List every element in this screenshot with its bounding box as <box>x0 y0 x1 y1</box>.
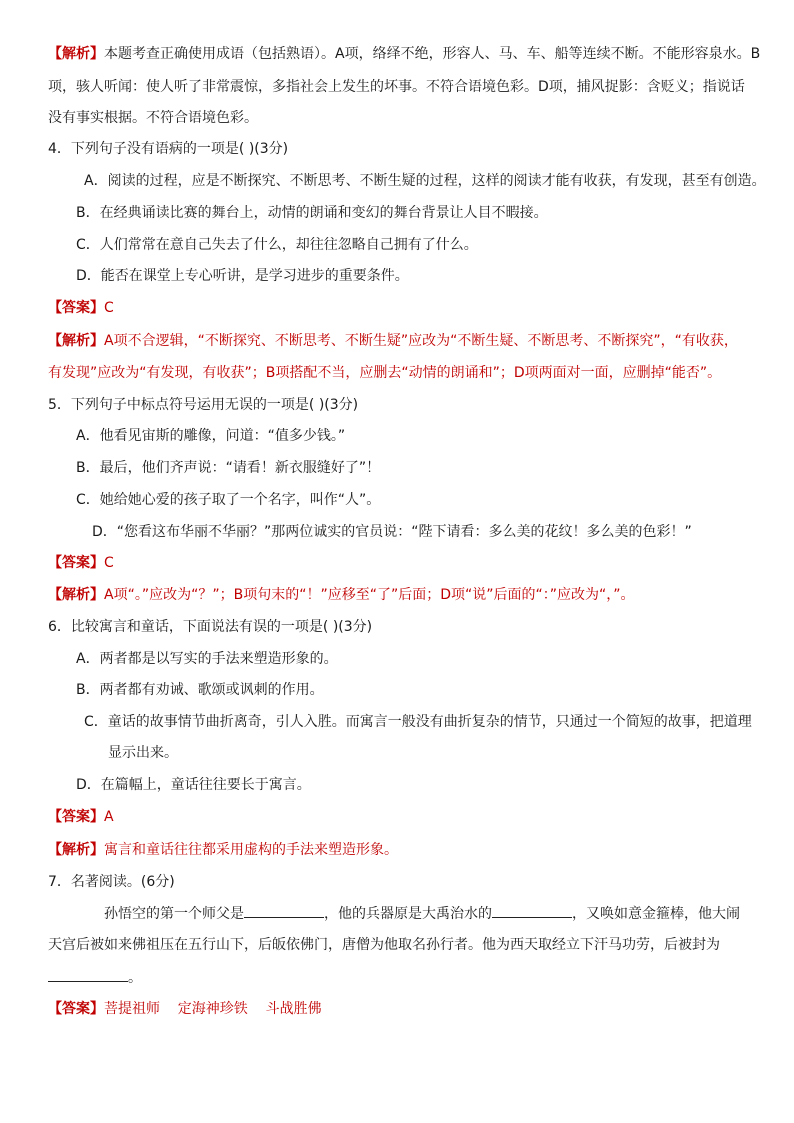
q5-option-c: C．她给她心爱的孩子取了一个名字，叫作“人”。 <box>76 492 381 508</box>
answer-tag: 【答案】 <box>48 809 104 825</box>
analysis-tag: 【解析】 <box>48 333 104 349</box>
answer-tag: 【答案】 <box>48 1001 104 1017</box>
q5-option-b: B．最后，他们齐声说：“请看！新衣服缝好了”！ <box>76 460 381 476</box>
q6-option-a: A．两者都是以写实的手法来塑造形象的。 <box>76 651 338 667</box>
q4-analysis-line1: 【解析】A项不合逻辑，“不断探究、不断思考、不断生疑”应改为“不断生疑、不断思考、不断探究”，“有收获， <box>48 333 738 349</box>
q4-option-b: B．在经典诵读比赛的舞台上，动情的朗诵和变幻的舞台背景让人目不暇接。 <box>76 205 548 221</box>
answer-value: C <box>104 300 114 316</box>
analysis-tag: 【解析】 <box>48 587 104 603</box>
answer-blank[interactable] <box>48 967 128 982</box>
q6-option-d: D．在篇幅上，童话往往要长于寓言。 <box>76 777 311 793</box>
q6-answer <box>48 807 114 827</box>
q6-analysis: 【解析】寓言和童话往往都采用虚构的手法来塑造形象。 <box>48 842 398 858</box>
q6-stem: 6．比较寓言和童话，下面说法有误的一项是( )(3分) <box>48 619 373 635</box>
answer-value: C <box>104 555 114 571</box>
answer-tag: 【答案】 <box>48 300 104 316</box>
answer-value: 菩提祖师 定海神珍铁 斗战胜佛 <box>104 1001 322 1017</box>
q4-analysis-line2: 有发现”应改为“有发现，有收获”；B项搭配不当，应删去“动情的朗诵和”；D项两面对一面，应删掉“能否”。 <box>48 365 722 381</box>
q7-stem: 7．名著阅读。(6分) <box>48 874 175 890</box>
q4-stem: 4．下列句子没有语病的一项是( )(3分) <box>48 141 289 157</box>
q4-option-c: C．人们常常在意自己失去了什么，却往往忽略自己拥有了什么。 <box>76 237 478 253</box>
q7-passage-line2: 天宫后被如来佛祖压在五行山下，后皈依佛门，唐僧为他取名孙行者。他为西天取经立下汗马功劳，后被封为 <box>48 937 720 953</box>
q5-option-a: A．他看见宙斯的雕像，问道：“值多少钱。” <box>76 428 346 444</box>
analysis-tag: 【解析】 <box>48 46 104 62</box>
answer-blank[interactable] <box>244 903 324 918</box>
q4-answer <box>48 298 114 318</box>
q6-option-c-line1: C．童话的故事情节曲折离奇，引人入胜。而寓言一般没有曲折复杂的情节，只通过一个简短的故事，把道理 <box>84 714 752 730</box>
q4-option-a: A．阅读的过程，应是不断探究、不断思考、不断生疑的过程，这样的阅读才能有收获，有发现，甚至有创造。 <box>84 173 766 189</box>
answer-value: A <box>104 809 114 825</box>
q7-passage-line3: 。 <box>48 967 142 988</box>
q6-option-b: B．两者都有劝诫、歌颂或讽刺的作用。 <box>76 682 324 698</box>
q3-analysis-line3: 没有事实根据。不符合语境色彩。 <box>48 110 258 126</box>
q4-option-d: D．能否在课堂上专心听讲，是学习进步的重要条件。 <box>76 268 409 284</box>
answer-blank[interactable] <box>492 903 572 918</box>
q7-passage-line1: 孙悟空的第一个师父是 ，他的兵器原是大禹治水的 ，又唤如意金箍棒，他大闹 <box>104 903 740 924</box>
q3-analysis-line2: 项，骇人听闻：使人听了非常震惊，多指社会上发生的坏事。不符合语境色彩。D项，捕风捉影：含贬义；指说话 <box>48 79 745 95</box>
q5-stem: 5．下列句子中标点符号运用无误的一项是( )(3分) <box>48 397 359 413</box>
analysis-tag: 【解析】 <box>48 842 104 858</box>
q7-answer <box>48 999 322 1019</box>
answer-tag: 【答案】 <box>48 555 104 571</box>
q5-answer <box>48 553 114 573</box>
q5-analysis: 【解析】A项“。”应改为“？”；B项句末的“！”应移至“了”后面；D项“说”后面的“：”应改为“，”。 <box>48 587 635 603</box>
q3-analysis-line1: 【解析】本题考查正确使用成语（包括熟语）。A项，络绎不绝，形容人、马、车、船等连续不断。不能形容泉水。B <box>48 46 761 62</box>
q5-option-d: D．“您看这布华丽不华丽？”那两位诚实的官员说：“陛下请看：多么美的花纹！多么美的色彩！” <box>92 524 692 540</box>
q6-option-c-line2: 显示出来。 <box>108 745 178 761</box>
